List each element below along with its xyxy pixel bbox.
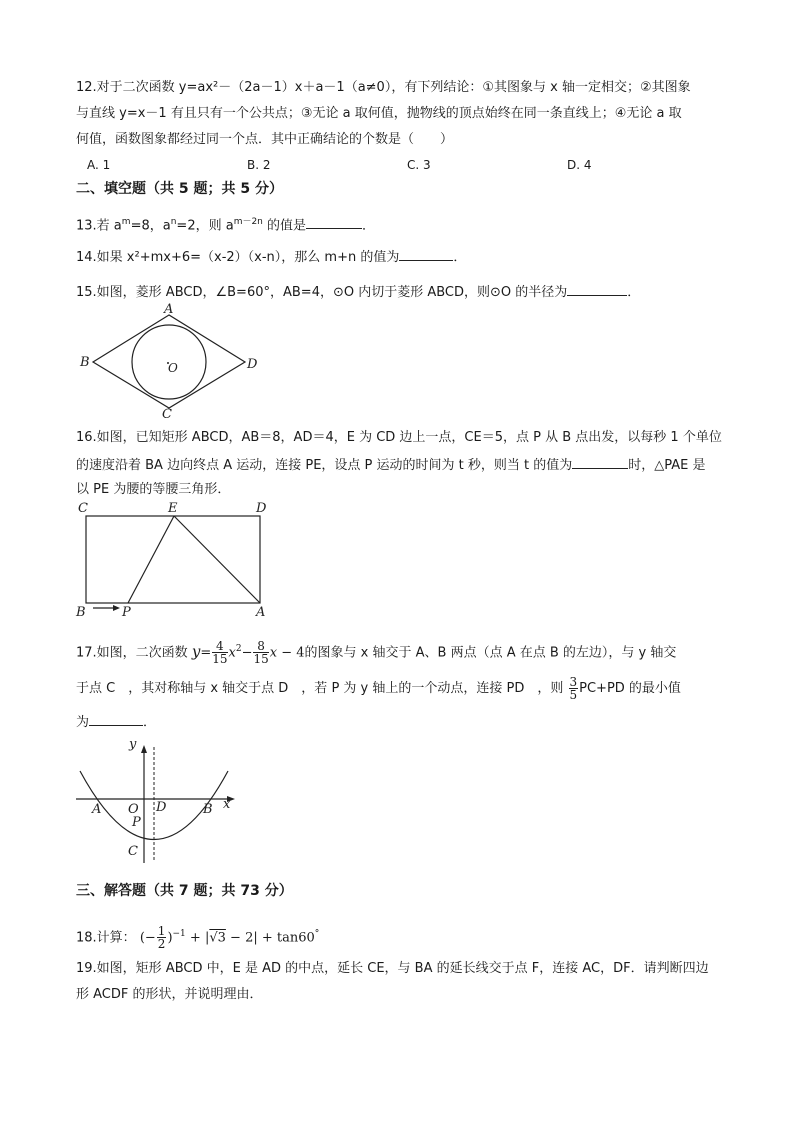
q13-pre: 13.若 a [76, 218, 122, 234]
q17-eq: = [200, 645, 212, 661]
label-b: B [203, 802, 213, 817]
q18-plus-abs: + | [185, 930, 210, 946]
label-p: P [132, 815, 141, 830]
q16-line2b: 时，△PAE 是 [628, 458, 706, 473]
label-b: B [76, 605, 86, 620]
q16-rectangle-figure [70, 498, 280, 620]
q17-frac3 [569, 676, 579, 701]
arrow-head [113, 605, 120, 611]
q18-mid: − 2| + tan60 [225, 930, 315, 946]
q16-line2a: 的速度沿着 BA 边向终点 A 运动，连接 PE，设点 P 运动的时间为 t 秒，则当 t 的值为 [76, 458, 573, 473]
q15-end: ． [627, 285, 641, 300]
q17-frac3-den: 5 [569, 688, 578, 702]
q17-y: y [191, 642, 201, 661]
q12-option-a: A. 1 [87, 158, 111, 172]
label-d: D [256, 501, 267, 516]
q13-answer-blank[interactable] [306, 216, 362, 229]
q18-frac-num: 1 [157, 924, 166, 939]
q17-minus: − [241, 645, 253, 661]
q13-sup2: n [170, 217, 177, 227]
q17-line2b: PC+PD 的最小值 [579, 681, 681, 696]
q14-answer-blank[interactable] [399, 248, 453, 261]
q13-end: ． [362, 218, 376, 234]
label-a: A [92, 802, 102, 817]
q17-post1: 的图象与 x 轴交于 A、B 两点（点 A 在点 B 的左边），与 y 轴交 [304, 645, 677, 661]
q13 [76, 214, 375, 234]
q17-pre: 17.如图，二次函数 [76, 645, 188, 661]
q17-parabola-figure [70, 733, 245, 868]
label-a: A [164, 302, 174, 317]
q14 [76, 248, 466, 266]
q17-frac3-num: 3 [569, 675, 578, 689]
q17-xtail: x [269, 645, 278, 661]
q18-degree: ° [314, 929, 320, 939]
q13-mid2: =2，则 a [176, 218, 234, 234]
q17-line3-text: 为 [76, 715, 90, 730]
q12-line3: 何值，函数图象都经过同一个点．其中正确结论的个数是（ ） [76, 132, 454, 147]
label-c: C [128, 844, 138, 859]
q18 [76, 920, 319, 952]
q17-frac1 [212, 640, 227, 665]
label-d: D [247, 357, 258, 372]
q17-frac2-den: 15 [253, 652, 269, 667]
q18-rparen: ) [167, 930, 173, 946]
label-d: D [156, 800, 167, 815]
q17-square: 2 [235, 644, 242, 654]
label-a: A [256, 605, 266, 620]
q12-option-c: C. 3 [407, 158, 431, 172]
q17-line1 [76, 636, 676, 666]
q18-lparen: (− [139, 930, 156, 946]
segment-ea [174, 516, 260, 603]
label-p: P [122, 605, 131, 620]
q15 [76, 283, 640, 301]
label-b: B [80, 355, 90, 370]
q17-answer-blank[interactable] [89, 713, 143, 726]
q17-line2 [76, 676, 681, 702]
q15-text: 15.如图，菱形 ABCD，∠B=60°，AB=4，⊙O 内切于菱形 ABCD，则⊙O 的半径为 [76, 285, 568, 300]
section2-title: 二、填空题（共 5 题；共 5 分） [76, 181, 283, 197]
q17-frac1-num: 4 [212, 640, 227, 653]
q17-frac2 [253, 640, 268, 665]
q16-line1: 16.如图，已知矩形 ABCD，AB＝8，AD＝4，E 为 CD 边上一点，CE＝5，点 P 从 B 点出发，以每秒 1 个单位 [76, 430, 722, 445]
segment-ep [128, 516, 174, 603]
q18-frac-den: 2 [157, 937, 166, 952]
q13-post: 的值是 [262, 218, 307, 234]
label-e: E [168, 501, 178, 516]
label-y: y [129, 737, 137, 752]
q15-answer-blank[interactable] [567, 283, 627, 296]
q14-end: ． [453, 250, 467, 265]
q15-rhombus-figure [70, 300, 270, 430]
section3-title: 三、解答题（共 7 题；共 73 分） [76, 883, 293, 899]
q17-line3 [76, 713, 156, 731]
y-axis-arrow [141, 745, 147, 753]
rectangle-abcd [86, 516, 260, 603]
q16-answer-blank[interactable] [572, 456, 628, 469]
q13-sup1: m [121, 217, 131, 227]
q16-line3: 以 PE 为腰的等腰三角形． [76, 482, 231, 497]
q19-line2: 形 ACDF 的形状，并说明理由． [76, 987, 263, 1002]
q13-sup3: m－2n [233, 217, 263, 227]
q18-sqrt: √3 [209, 930, 226, 946]
label-c: C [162, 407, 172, 422]
q13-mid1: =8，a [130, 218, 171, 234]
q18-exponent: −1 [172, 929, 186, 939]
q12-line1: 12.对于二次函数 y=ax²－（2a－1）x＋a－1（a≠0），有下列结论：①其图象与 x 轴一定相交；②其图象 [76, 80, 691, 95]
q18-pre: 18.计算： [76, 930, 136, 946]
q17-line2a: 于点 C ，其对称轴与 x 轴交于点 D ，若 P 为 y 轴上的一个动点，连接 PD ，则 [76, 681, 564, 696]
q17-end: ． [143, 715, 157, 730]
label-c: C [78, 501, 88, 516]
q16-line2 [76, 456, 706, 474]
q14-text: 14.如果 x²+mx+6=（x-2）（x-n），那么 m+n 的值为 [76, 250, 400, 265]
label-o: O [168, 361, 178, 375]
q12-option-d: D. 4 [567, 158, 592, 172]
q17-frac2-num: 8 [253, 640, 268, 653]
q17-frac1-den: 15 [212, 652, 228, 667]
q19-line1: 19.如图，矩形 ABCD 中，E 是 AD 的中点，延长 CE，与 BA 的延长线交于点 F，连接 AC，DF．请判断四边 [76, 961, 709, 976]
q12-option-b: B. 2 [247, 158, 271, 172]
label-x: x [223, 797, 231, 812]
q17-const: − 4 [277, 645, 305, 661]
q12-line2: 与直线 y=x－1 有且只有一个公共点；③无论 a 取何值，抛物线的顶点始终在同一条直线上；④无论 a 取 [76, 106, 682, 121]
q17-x2: x [228, 645, 236, 661]
q18-frac [157, 925, 167, 950]
label-o: O [128, 802, 139, 817]
